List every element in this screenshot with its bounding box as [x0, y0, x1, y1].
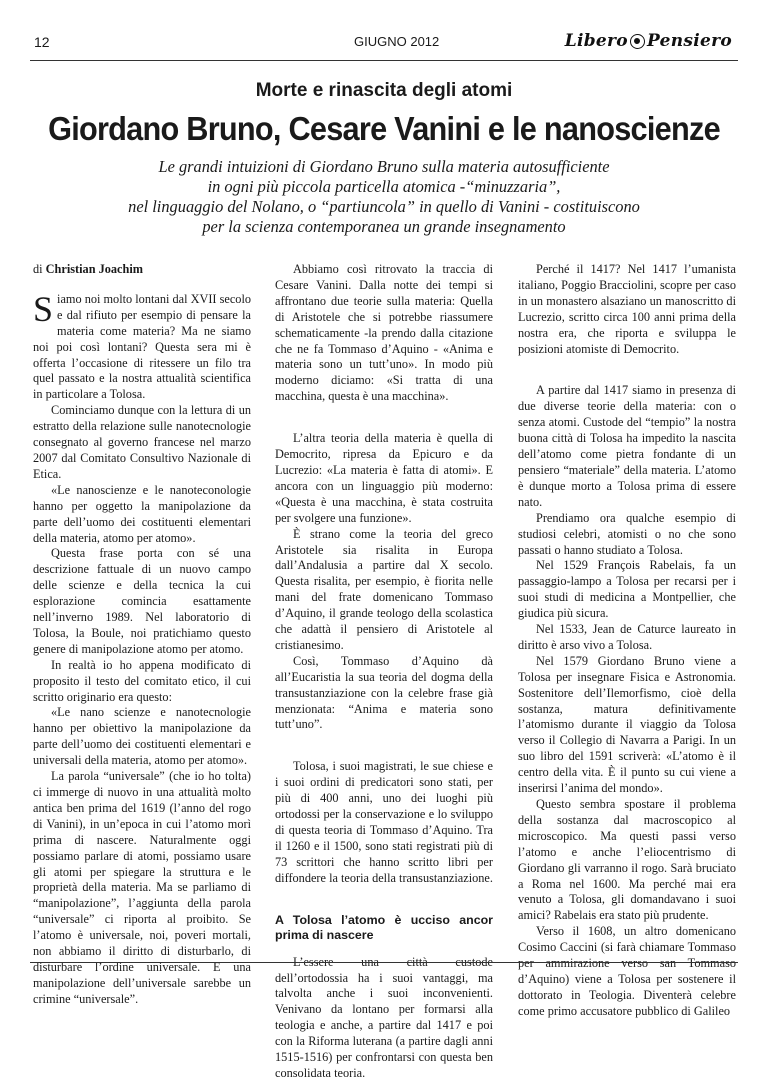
page-number: 12 — [34, 34, 50, 50]
logo-word-right: Pensiero — [646, 31, 732, 51]
author-name: Christian Joachim — [45, 262, 144, 276]
footer-divider — [30, 962, 738, 963]
paragraph: Così, Tommaso d’Aquino dà all’Eucaristia la sua teoria del dogma della transustanziazione con la celebre frase già menzionata: “Anima e materia sono tutt’uno”. — [275, 653, 493, 732]
paragraph: In realtà io ho appena modificato di proposito il testo del comitato etico, il cui scritto originario era questo: — [33, 657, 251, 704]
paragraph: Verso il 1608, un altro domenicano Cosimo Caccini (si farà chiamare Tommaso per ammirazione verso san Tommaso d’Aquino) viene a Tolosa per sostenere il dottorato in Teologia. Diventerà celebre come primo accusatore pubblico di Galileo — [518, 924, 736, 1018]
paragraph: È strano come la teoria del greco Aristotele sia risalita in Europa dall’Andalusia a partire dal X secolo. Questa risalita, per esempio, è fiorita nelle mani del frate domenicano Tommaso d’Aquino, il grande teologo della scolastica che adattà il pensiero di Aristotele al cristianesimo. — [275, 526, 493, 652]
drop-cap: S — [33, 288, 54, 329]
article-standfirst — [70, 157, 698, 237]
logo-word-left: Libero — [564, 31, 628, 51]
article-title: Giordano Bruno, Cesare Vanini e le nanoscienze — [48, 110, 720, 147]
paragraph: A partire dal 1417 siamo in presenza di due diverse teorie della materia: con o senza atomi. Custode del “tempio” la nostra buona città di Tolosa ha impedito la nascita dell’atomo come pietra fondante di un pensiero “materiale” della materia. L’atomo è dunque morto a Tolosa prima di essere nato. — [518, 383, 736, 509]
paragraph: Perché il 1417? Nel 1417 l’umanista italiano, Poggio Bracciolini, scopre per caso in un monastero alsaziano un manoscritto di Lucrezio, scritto circa 100 anni prima della nostra era, che riporta e sviluppa le posizioni atomiste di Democrito. — [518, 262, 736, 356]
section-subhead: A Tolosa l’atomo è ucciso ancor prima di nascere — [275, 912, 493, 942]
standfirst-line: in ogni più piccola particella atomica -“minuzzaria”, — [207, 177, 561, 196]
byline-prefix: di — [33, 262, 43, 276]
paragraph: Nel 1529 François Rabelais, fa un passaggio-lampo a Tolosa per recarsi per i suoi studi di medicina a Montpellier, che giudica più sicura. — [518, 558, 736, 621]
standfirst-line: nel linguaggio del Nolano, o “partiuncola” in quello di Vanini - costituiscono — [128, 197, 640, 216]
paragraph: Questa frase porta con sé una descrizione fattuale di un nuovo campo delle scienze e della tecnica la cui esplorazione comincia esattamente nell’inverno 1989. Nel laboratorio di Tolosa, la Boule, noi pratichiamo questo genere di manipolazione atomo per atomo. — [33, 546, 251, 656]
standfirst-line: per la scienza contemporanea un grande insegnamento — [202, 217, 566, 236]
header-divider — [30, 60, 738, 61]
text-column-2 — [275, 262, 493, 1082]
page-header — [34, 31, 734, 58]
text-column-3 — [518, 262, 736, 1020]
paragraph: «Le nano scienze e nanotecnologie hanno per obiettivo la manipolazione da parte dell’uomo dei costituenti elementari e universali della materia, atomo per atomo». — [33, 705, 251, 768]
paragraph: Tolosa, i suoi magistrati, le sue chiese e i suoi ordini di predicatori sono stati, per più di 400 anni, uno dei luoghi più ortodossi per la conservazione e lo sviluppo di questa teoria di Tommaso d’Aquino. Tra il 1260 e il 1500, sono stati registrati più di 73 scrittori che hanno scritto libri per diffondere la teoria della transustanziazione. — [275, 759, 493, 885]
paragraph: L’altra teoria della materia è quella di Democrito, ripresa da Epicuro e da Lucrezio: «La materia è fatta di atomi». E ancora con un linguaggio più moderno: «Questa è una macchina, è stata costruita per svolgere una funzione». — [275, 431, 493, 525]
paragraph: Nel 1533, Jean de Caturce laureato in diritto è arso vivo a Tolosa. — [518, 622, 736, 652]
paragraph: Cominciamo dunque con la lettura di un estratto della relazione sulle nanotecnologie consegnato al governo francese nel marzo 2007 dal Comitato Consultivo Nazionale di Etica. — [33, 403, 251, 481]
paragraph: Prendiamo ora qualche esempio di studiosi celebri, atomisti o no che sono passati o hanno studiato a Tolosa. — [518, 510, 736, 557]
paragraph: Nel 1579 Giordano Bruno viene a Tolosa per insegnare Fisica e Astronomia. Sostenitore dell’Ilemorfismo, cioè della sostanza, matura definitivamente l’atomismo durante il viaggio da Tolosa verso il Collegio di Navarra a Parigi. In un suo libro del 1591 scriverà: «L’atomo è il centro della vita. È il punto su cui viene a inserirsi l’anima del mondo». — [518, 653, 736, 796]
paragraph-text: iamo noi molto lontani dal XVII secolo e dal rifiuto per esempio di pensare la materia come materia? Ma ne siamo noi poi così lontani? Questa sera mi è offerta l’occasione di ritessere un filo tra quel passato e la nostra attualità scientifica in particolare a Tolosa. — [33, 291, 252, 402]
paragraph: «Le nanoscienze e le nanoteconologie hanno per oggetto la manipolazione da parte dell’uomo dei costituenti elementari della materia, atomo per atomo». — [33, 482, 251, 545]
paragraph-gap — [275, 733, 493, 759]
paragraph: Questo sembra spostare il problema della sostanza dal macroscopico al microscopico. Ma questi passi verso l’atomo e anche l’eliocentrismo di Giordano gli varranno il rogo. Sarà bruciato a Roma nel 1600. Ma perché mai era venuto a Tolosa, gli domandavano i suoi amici? Rabelais era stato più prudente. — [518, 797, 736, 923]
text-column-1 — [33, 262, 251, 1008]
byline — [33, 262, 251, 278]
paragraph: Abbiamo così ritrovato la traccia di Cesare Vanini. Dalla notte dei tempi si affrontano due teorie sulla materia: Quella di Aristotele che si potrebbe riassumere schematicamente -la prendo dalla citazione che ne fa Tommaso d’Aquino - «Anima e materia sono un tutt’uno». In modo più moderno diciamo: «Si tratta di una macchina, questa è una macchina». — [275, 262, 493, 404]
paragraph-gap — [275, 887, 493, 913]
article-kicker: Morte e rinascita degli atomi — [255, 80, 513, 101]
logo-emblem-icon — [630, 34, 645, 49]
paragraph: La parola “universale” (che io ho tolta) ci immerge di nuovo in una attualità molto antica ben prima del 1619 (l’anno del rogo di Vanini), in un’epoca in cui l’atomo morì prima di nascere. Naturalmente oggi possiamo parlare di atomi, possiamo usare gli atomi per spiegare la struttura e le proprietà della materia. Ma se parliamo di “manipolazione”, l’aggiunta della parola “universale” ci riporta al proibito. Se l’atomo è universale, noi, poveri mortali, non abbiamo il diritto di disturbarlo, di disturbare l’ordine universale. E una manipolazione dell’universale sarebbe un crimine “universale”. — [33, 769, 251, 1006]
paragraph-gap — [275, 405, 493, 431]
magazine-logo — [565, 31, 732, 51]
paragraph: L’essere una città custode dell’ortodossia ha i suoi vantaggi, ma talvolta anche i suoi inconvenienti. Venivano da lontano per formarsi alla teologia e anche, a partire dal 1417 e poi con la Riforma luterana (a partire dagli anni 1515-1516) per confrontarsi con questa ben consolidata teoria. — [275, 954, 493, 1080]
issue-date: GIUGNO 2012 — [354, 34, 440, 49]
standfirst-line: Le grandi intuizioni di Giordano Bruno sulla materia autosufficiente — [158, 157, 610, 176]
paragraph — [33, 288, 252, 403]
paragraph-gap — [518, 357, 736, 383]
